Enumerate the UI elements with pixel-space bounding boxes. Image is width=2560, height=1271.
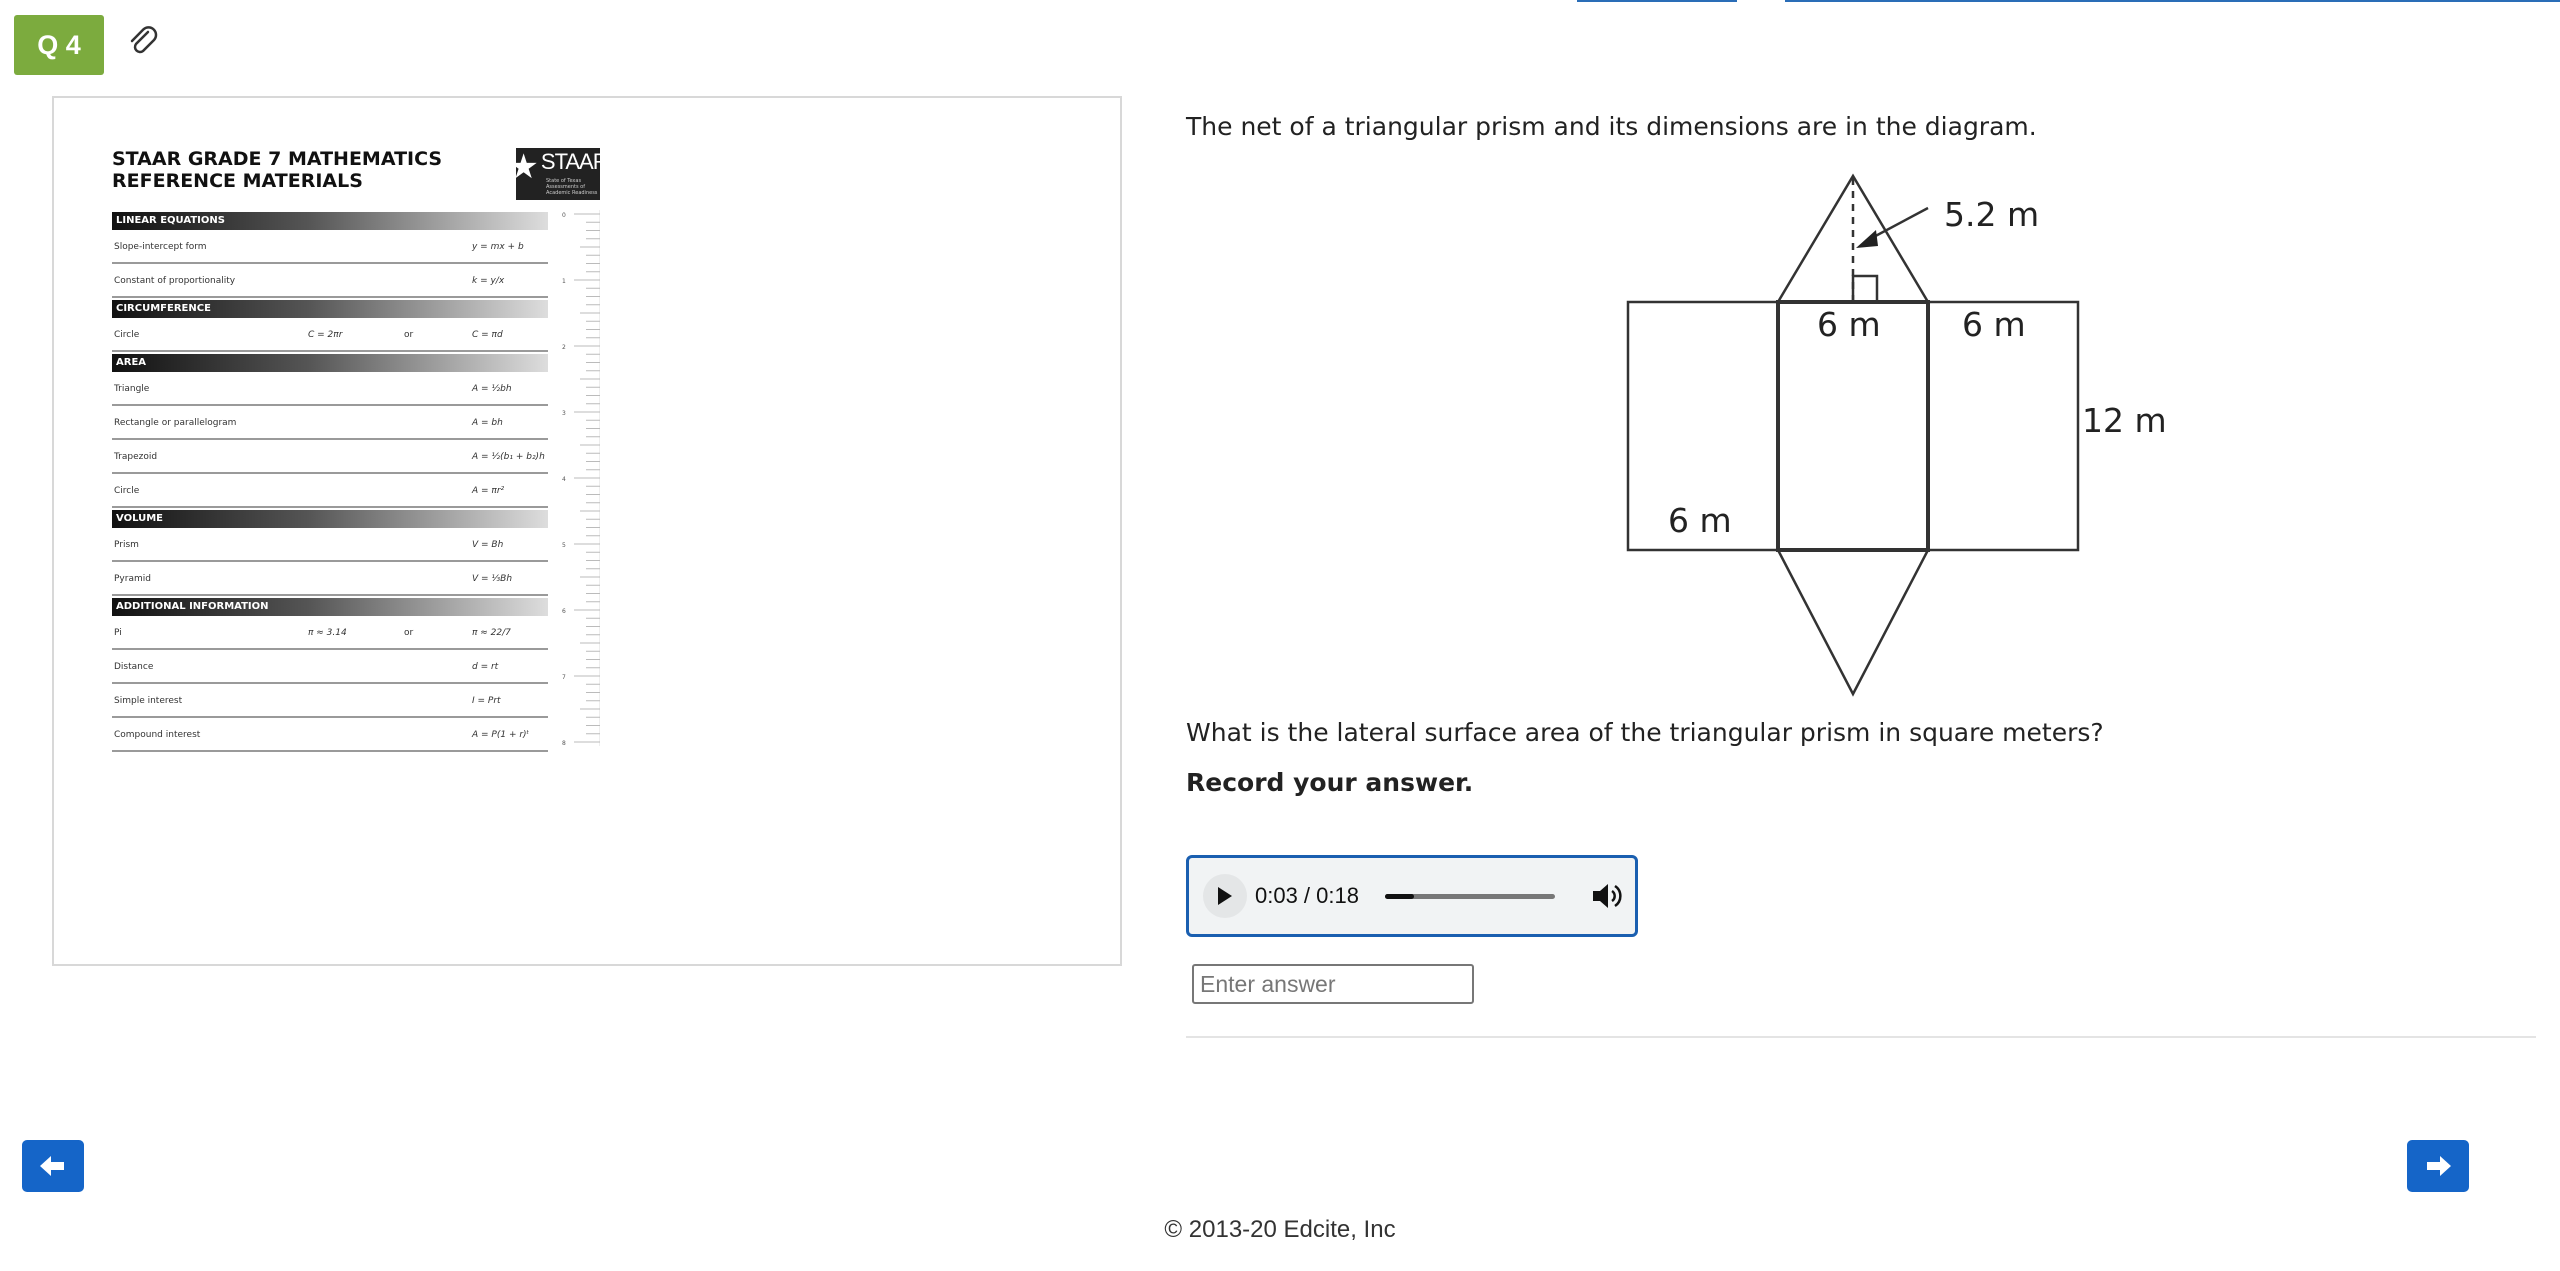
question-prompt: The net of a triangular prism and its dimensions are in the diagram. [1186,112,2037,141]
reference-label: Pi [114,628,122,638]
reference-formula: A = ½(b₁ + b₂)h [472,452,545,462]
staar-logo [508,147,608,200]
reference-formula: A = ½bh [472,384,512,394]
logo-text: STAAR [540,149,608,174]
reference-label: Pyramid [114,574,151,584]
play-icon [1216,886,1234,906]
reference-row [112,372,548,406]
ruler-mark-label: 4 [562,476,566,483]
reference-formula: C = πd [472,330,503,340]
reference-formula: A = bh [472,418,503,428]
reference-section-heading: AREA [112,354,548,372]
record-instruction: Record your answer. [1186,768,1474,797]
reference-label: Compound interest [114,730,201,740]
reference-formula: V = ⅓Bh [472,574,513,584]
audio-player[interactable] [1186,855,1638,937]
ruler-mark-label: 8 [562,740,566,746]
volume-icon[interactable] [1589,879,1623,913]
reference-section-heading: VOLUME [112,510,548,528]
reference-row [112,474,548,508]
ruler-mark-label: 5 [562,542,566,549]
previous-button[interactable] [22,1140,84,1192]
right-angle-marker [1853,276,1877,302]
reference-row [112,264,548,298]
slant-leader-line [1868,208,1928,240]
reference-label: Slope-intercept form [114,242,207,252]
question-badge: Q 4 [14,15,104,75]
ruler-mark-label: 2 [562,344,566,351]
reference-row [112,616,548,650]
reference-formula: y = mx + b [472,242,524,252]
divider [1186,1036,2536,1038]
reference-title-line2: REFERENCE MATERIALS [112,170,363,192]
reference-formula: k = y/x [472,276,505,286]
audio-time: 0:03 / 0:18 [1255,883,1359,908]
center-base-label: 6 m [1817,305,1881,344]
left-width-label: 6 m [1668,501,1732,540]
reference-sheet [112,147,632,746]
reference-row [112,440,548,474]
ruler [560,210,600,746]
reference-row [112,230,548,264]
reference-formula: A = πr² [472,486,505,496]
reference-label: Prism [114,540,139,550]
slant-height-label: 5.2 m [1944,195,2040,234]
right-base-label: 6 m [1962,305,2026,344]
reference-row [112,650,548,684]
ruler-mark-label: 1 [562,278,566,285]
reference-row [112,684,548,718]
answer-input[interactable] [1192,964,1474,1004]
reference-formula: V = Bh [472,540,504,550]
reference-section-heading: ADDITIONAL INFORMATION [112,598,548,616]
audio-progress-fill [1385,894,1414,899]
arrow-left-icon [40,1156,66,1176]
reference-row [112,718,548,752]
reference-mid: π ≈ 3.14 [308,628,347,638]
reference-or: or [404,628,414,638]
reference-row [112,406,548,440]
height-label: 12 m [2082,401,2167,440]
next-button[interactable] [2407,1140,2469,1192]
audio-progress-slider[interactable] [1385,894,1555,899]
reference-row [112,318,548,352]
prism-net-diagram [1620,168,2180,708]
ruler-mark-label: 0 [562,212,566,219]
reference-row [112,528,548,562]
reference-mid: C = 2πr [308,330,343,340]
reference-section-heading: LINEAR EQUATIONS [112,212,548,230]
question-text: What is the lateral surface area of the triangular prism in square meters? [1186,718,2104,747]
reference-or: or [404,330,414,340]
reference-row [112,562,548,596]
ruler-mark-label: 3 [562,410,566,417]
logo-subtext: State of Texas Assessments of Academic Readiness [546,178,598,196]
reference-label: Triangle [114,384,150,394]
reference-label: Circle [114,330,140,340]
reference-formula: d = rt [472,662,499,672]
arrow-head [1856,230,1878,248]
reference-title-line1: STAAR GRADE 7 MATHEMATICS [112,148,443,170]
ruler-mark-label: 6 [562,608,566,615]
reference-panel [52,96,1122,966]
play-button[interactable] [1203,874,1247,918]
star-icon: ★ [508,147,539,187]
arrow-right-icon [2425,1156,2451,1176]
reference-formula: π ≈ 22/7 [472,628,511,638]
footer-copyright: © 2013-20 Edcite, Inc [1164,1216,1396,1243]
reference-table [112,210,548,752]
reference-section-heading: CIRCUMFERENCE [112,300,548,318]
reference-formula: A = P(1 + r)ᵗ [472,730,530,740]
reference-label: Circle [114,486,140,496]
reference-label: Simple interest [114,696,183,706]
reference-label: Constant of proportionality [114,276,236,286]
reference-formula: I = Prt [472,696,501,706]
reference-label: Rectangle or parallelogram [114,418,237,428]
ruler-mark-label: 7 [562,674,566,681]
reference-label: Distance [114,662,154,672]
paperclip-icon[interactable] [126,24,162,60]
reference-label: Trapezoid [114,452,158,462]
bottom-triangle [1778,550,1928,694]
